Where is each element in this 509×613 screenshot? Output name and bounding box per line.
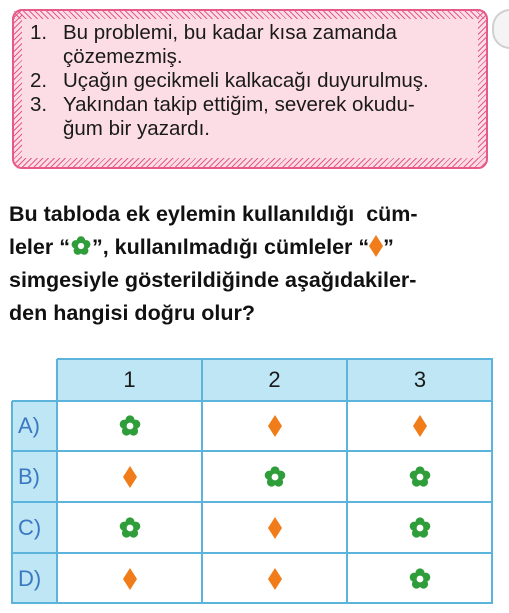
flower-icon [118,414,142,438]
flower-icon [70,235,92,257]
diamond-icon [268,517,282,539]
table-grid-line [56,359,58,604]
flower-icon [263,465,287,489]
table-grid-line [12,501,493,503]
column-header: 2 [202,359,347,401]
table-grid-line [12,602,493,604]
sentence-list [30,21,483,141]
sentence-text: Yakından takip ettiğim, severek okudu- ğum bir yazardı. [63,93,415,140]
diamond-icon [413,415,427,437]
table-cell [347,451,493,502]
diamond-icon [268,568,282,590]
option-label: D) [12,553,57,604]
table-grid-line [12,400,493,402]
sentence-text: Bu problemi, bu kadar kısa zamanda çözemezmiş. [63,21,397,68]
flower-icon [408,567,432,591]
sentence-number: 3. [30,93,48,116]
table-cell [347,401,493,451]
box-hatch-bottom [14,158,486,167]
option-label: A) [12,401,57,451]
sentence-number: 1. [30,21,48,44]
table-grid-line [201,359,203,604]
table-cell [202,502,347,553]
sentence-item [30,69,483,93]
table-cell [347,502,493,553]
flower-icon [408,465,432,489]
diamond-icon [123,466,137,488]
flower-icon [408,516,432,540]
table-grid-line [346,359,348,604]
table-cell [57,502,202,553]
sentence-item [30,21,483,69]
table-grid-line [12,552,493,554]
table-grid-line [57,358,493,360]
flower-icon [118,516,142,540]
sentence-text: Uçağın gecikmeli kalkacağı duyurulmuş. [63,69,429,92]
sentence-item [30,93,483,141]
table-cell [57,451,202,502]
table-corner [12,359,57,401]
table-grid-line [491,359,493,604]
table-cell [202,451,347,502]
question-text: Bu tabloda ek eylemin kullanıldığı cüm- leler “ ”, kullanılmadığı cümleler “ ” simgesiyle gösterildiğinde aşağıdakiler- den hangisi doğru olur? [9,202,418,325]
answer-table [12,359,493,604]
box-hatch-left [14,11,22,158]
table-cell [57,401,202,451]
table-cell [202,553,347,604]
column-header: 1 [57,359,202,401]
option-label: B) [12,451,57,502]
diamond-icon [268,415,282,437]
table-grid-line [12,450,493,452]
diamond-icon [369,235,383,257]
table-cell [202,401,347,451]
column-header: 3 [347,359,493,401]
sentence-number: 2. [30,69,48,92]
diamond-icon [123,568,137,590]
option-label: C) [12,502,57,553]
table-cell [57,553,202,604]
table-cell [347,553,493,604]
page-tab-curl [492,9,509,49]
